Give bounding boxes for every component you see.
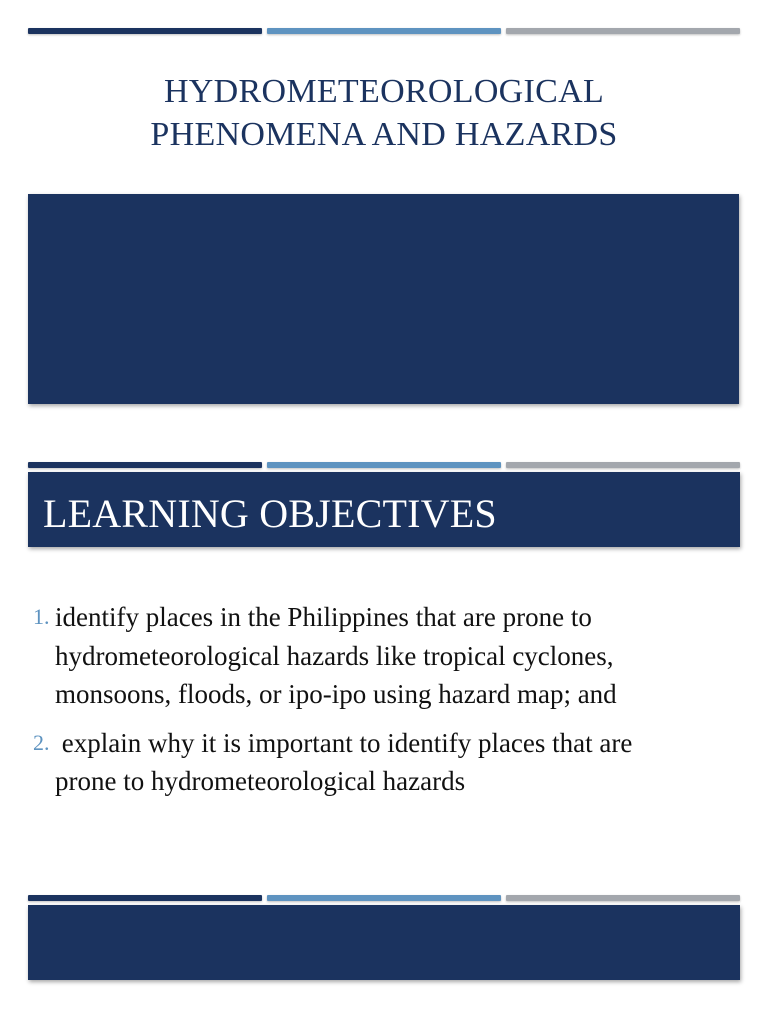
objective-1-line-1: identify places in the Philippines that are prone to xyxy=(55,602,592,632)
slide1-content-box xyxy=(28,194,739,404)
objective-number-1: 1. xyxy=(33,604,50,629)
objective-1-line-3: monsoons, floods, or ipo-ipo using hazard map; and xyxy=(55,679,617,709)
slide3-header-bar xyxy=(28,905,740,980)
objective-1-line-2: hydrometeorological hazards like tropical cyclones, xyxy=(55,640,614,671)
objective-item-2 xyxy=(28,724,748,801)
slide1-title xyxy=(28,70,740,156)
slide2-header-title: LEARNING OBJECTIVES xyxy=(43,491,497,536)
slide1-stripe-gray xyxy=(506,28,740,34)
slide1-stripe-blue xyxy=(267,28,501,34)
slide2-header-bar xyxy=(28,472,740,547)
slide1-title-line1: HYDROMETEOROLOGICAL xyxy=(163,73,605,110)
slide2-stripe-navy xyxy=(28,462,262,468)
slide2-stripe-gray xyxy=(506,462,740,468)
slide3-stripe-blue xyxy=(267,895,501,901)
slide2-stripe-blue xyxy=(267,462,501,468)
objectives-list xyxy=(28,598,748,811)
slide1-title-line2: PHENOMENA AND HAZARDS xyxy=(150,116,618,153)
slide3-stripe-navy xyxy=(28,895,262,901)
objective-item-1 xyxy=(28,598,748,714)
slide1-stripe-navy xyxy=(28,28,262,34)
slide3-stripe-gray xyxy=(506,895,740,901)
objective-2-line-1: explain why it is important to identify places that are xyxy=(55,727,633,758)
objective-number-2: 2. xyxy=(33,729,50,755)
objective-2-line-2: prone to hydrometeorological hazards xyxy=(55,766,466,796)
